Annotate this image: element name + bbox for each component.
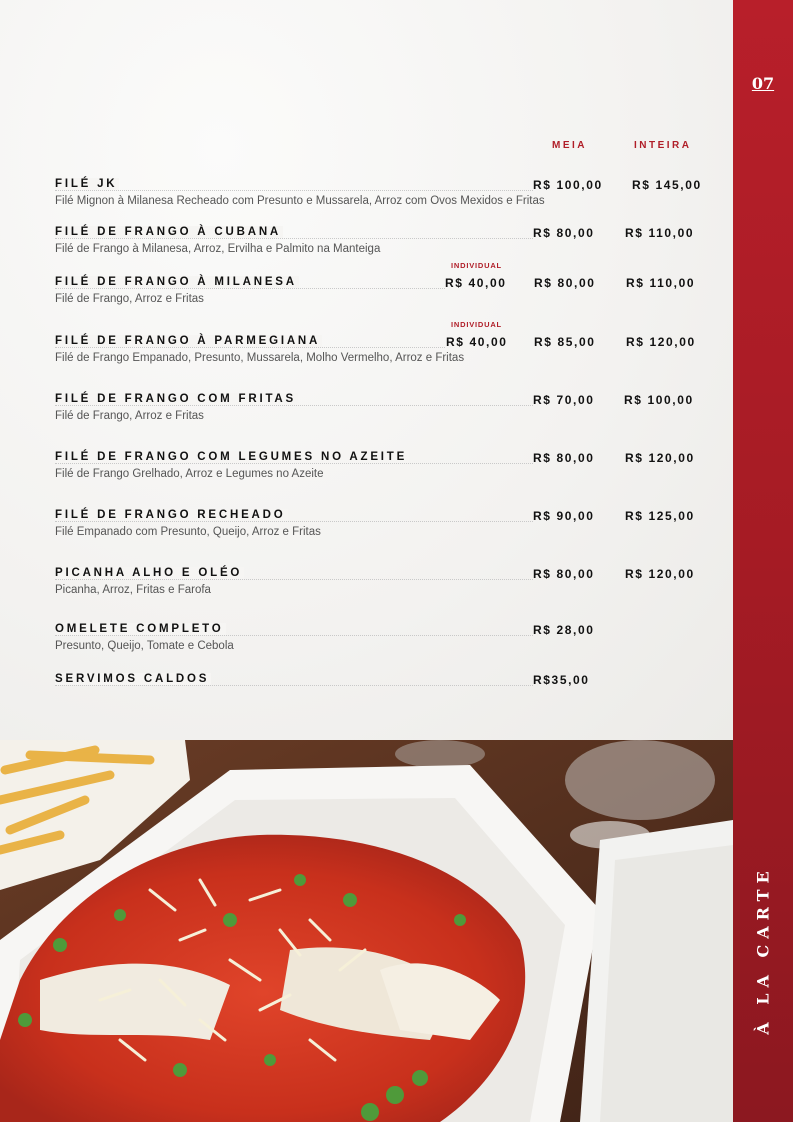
menu-item <box>55 673 715 689</box>
item-description: Filé Mignon à Milanesa Recheado com Presunto e Mussarela, Arroz com Ovos Mexidos e Fritas <box>55 195 545 207</box>
dotted-leader <box>55 288 445 289</box>
item-description: Filé de Frango Empanado, Presunto, Mussarela, Molho Vermelho, Arroz e Fritas <box>55 352 465 364</box>
menu-item <box>55 509 715 538</box>
dotted-leader <box>55 405 533 406</box>
item-name: FILÉ DE FRANGO À PARMEGIANA <box>55 335 321 347</box>
individual-label: INDIVIDUAL <box>451 261 502 270</box>
item-name: FILÉ JK <box>55 178 118 190</box>
column-header-meia: MEIA <box>552 140 587 151</box>
price-meia: R$ 80,00 <box>533 226 595 240</box>
price-individual: R$ 40,00 <box>446 335 508 349</box>
item-description: Filé de Frango, Arroz e Fritas <box>55 410 204 422</box>
page-number: 07 <box>751 74 775 93</box>
price-inteira: R$ 100,00 <box>624 393 694 407</box>
price-meia: R$ 80,00 <box>533 567 595 581</box>
price-inteira: R$ 110,00 <box>626 276 696 290</box>
dotted-leader <box>55 190 533 191</box>
item-description: Filé Empanado com Presunto, Queijo, Arroz e Fritas <box>55 526 321 538</box>
item-description: Filé de Frango à Milanesa, Arroz, Ervilha e Palmito na Manteiga <box>55 243 381 255</box>
dotted-leader <box>55 635 533 636</box>
dotted-leader <box>55 579 533 580</box>
menu-item <box>55 226 715 255</box>
food-photo <box>0 740 733 1122</box>
item-name: OMELETE COMPLETO <box>55 623 224 635</box>
menu-item <box>55 567 715 596</box>
price-meia: R$ 85,00 <box>534 335 596 349</box>
price-inteira: R$ 110,00 <box>625 226 695 240</box>
menu-item <box>55 623 715 652</box>
price-meia: R$35,00 <box>533 673 590 687</box>
price-meia: R$ 100,00 <box>533 178 603 192</box>
item-description: Presunto, Queijo, Tomate e Cebola <box>55 640 234 652</box>
dotted-leader <box>55 238 533 239</box>
price-individual: R$ 40,00 <box>445 276 507 290</box>
dotted-leader <box>55 347 445 348</box>
price-meia: R$ 70,00 <box>533 393 595 407</box>
menu-item <box>55 451 715 480</box>
item-description: Picanha, Arroz, Fritas e Farofa <box>55 584 211 596</box>
sidebar <box>733 0 793 1122</box>
price-meia: R$ 90,00 <box>533 509 595 523</box>
column-header-inteira: INTEIRA <box>634 140 692 151</box>
section-title: À LA CARTE <box>753 865 773 1035</box>
dotted-leader <box>55 463 533 464</box>
price-inteira: R$ 120,00 <box>625 567 695 581</box>
item-name: SERVIMOS CALDOS <box>55 673 210 685</box>
individual-label: INDIVIDUAL <box>451 320 502 329</box>
menu-item <box>55 261 715 305</box>
menu-item <box>55 178 715 207</box>
price-inteira: R$ 120,00 <box>626 335 696 349</box>
price-meia: R$ 80,00 <box>533 451 595 465</box>
item-name: PICANHA ALHO E OLÉO <box>55 567 243 579</box>
item-name: FILÉ DE FRANGO RECHEADO <box>55 509 286 521</box>
item-name: FILÉ DE FRANGO COM LEGUMES NO AZEITE <box>55 451 408 463</box>
price-inteira: R$ 125,00 <box>625 509 695 523</box>
item-name: FILÉ DE FRANGO À CUBANA <box>55 226 282 238</box>
dotted-leader <box>55 685 533 686</box>
item-description: Filé de Frango Grelhado, Arroz e Legumes no Azeite <box>55 468 324 480</box>
dotted-leader <box>55 521 533 522</box>
price-inteira: R$ 120,00 <box>625 451 695 465</box>
price-inteira: R$ 145,00 <box>632 178 702 192</box>
menu-item <box>55 320 715 364</box>
price-meia: R$ 80,00 <box>534 276 596 290</box>
menu-item <box>55 393 715 422</box>
item-name: FILÉ DE FRANGO À MILANESA <box>55 276 297 288</box>
item-name: FILÉ DE FRANGO COM FRITAS <box>55 393 297 405</box>
item-description: Filé de Frango, Arroz e Fritas <box>55 293 204 305</box>
price-meia: R$ 28,00 <box>533 623 595 637</box>
